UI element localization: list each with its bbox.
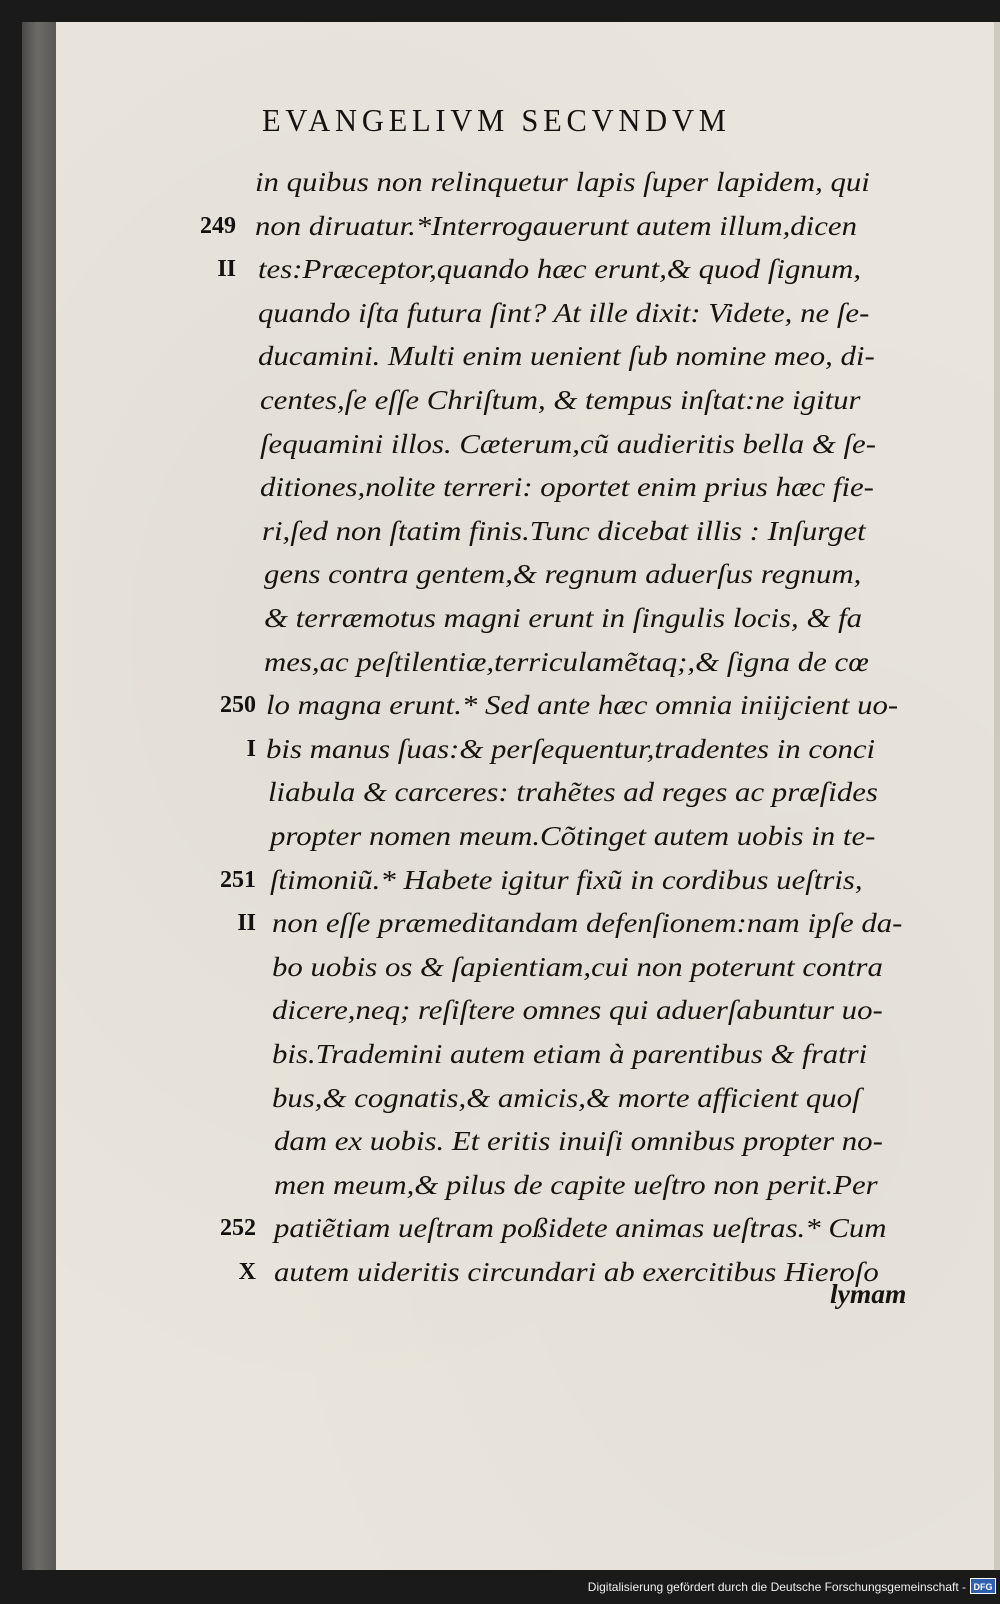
line-text: non diruatur.*Interrogauerunt autem illum,dicen xyxy=(255,209,857,241)
text-line xyxy=(0,727,1000,771)
line-text: liabula & carceres: trahẽtes ad reges ac præſides xyxy=(268,776,878,808)
line-text: bo uobis os & ſapientiam,cui non poterunt contra xyxy=(272,950,883,982)
line-text: patiẽtiam ueſtram poßidete animas ueſtras.* Cum xyxy=(274,1212,887,1244)
text-line xyxy=(0,770,1000,814)
text-line xyxy=(0,814,1000,858)
text-line xyxy=(0,422,1000,466)
margin-number: II xyxy=(217,256,236,283)
line-text: & terræmotus magni erunt in ſingulis locis, & fa xyxy=(264,602,863,633)
line-text: gens contra gentem,& regnum aduerſus regnum, xyxy=(264,558,862,590)
margin-number: 252 xyxy=(220,1215,256,1242)
text-line xyxy=(0,901,1000,945)
margin-number: 251 xyxy=(220,866,256,893)
line-text: centes,ſe eſſe Chriſtum, & tempus inſtat:ne igitur xyxy=(260,384,861,415)
text-line xyxy=(0,683,1000,727)
text-line xyxy=(0,291,1000,335)
line-text: ducamini. Multi enim uenient ſub nomine meo, di- xyxy=(258,340,875,372)
line-text: dam ex uobis. Et eritis inuiſi omnibus propter no- xyxy=(274,1125,883,1157)
text-line xyxy=(0,204,1000,248)
line-text: dicere,neq; reſiſtere omnes qui aduerſabuntur uo- xyxy=(272,994,883,1026)
text-line xyxy=(0,640,1000,684)
line-text: mes,ac peſtilentiæ,terriculamẽtaq;,& ſigna de cœ xyxy=(264,645,869,677)
line-text: ſequamini illos. Cæterum,cũ audieritis bella & ſe- xyxy=(260,427,876,459)
text-line xyxy=(0,1206,1000,1250)
text-line xyxy=(0,596,1000,640)
footer-credit: Digitalisierung gefördert durch die Deutsche Forschungsgemeinschaft - xyxy=(587,1580,966,1594)
line-text: in quibus non relinquetur lapis ſuper lapidem, qui xyxy=(255,166,870,197)
line-text: non eſſe præmeditandam defenſionem:nam ipſe da- xyxy=(272,907,903,939)
text-line xyxy=(0,988,1000,1032)
margin-number: 250 xyxy=(220,692,256,719)
text-line xyxy=(0,858,1000,902)
line-text: tes:Præceptor,quando hæc erunt,& quod ſignum, xyxy=(258,253,862,285)
text-line xyxy=(0,1076,1000,1120)
line-text: lo magna erunt.* Sed ante hæc omnia iniijcient uo- xyxy=(266,689,899,721)
margin-number: X xyxy=(238,1259,256,1285)
text-line xyxy=(0,1119,1000,1163)
line-text: quando iſta futura ſint? At ille dixit: Videte, ne ſe- xyxy=(258,296,870,328)
line-text: men meum,& pilus de capite ueſtro non perit.Per xyxy=(274,1168,878,1200)
text-line xyxy=(0,247,1000,291)
catchword: lymam xyxy=(830,1278,907,1309)
line-text: propter nomen meum.Cõtinget autem uobis in te- xyxy=(270,820,876,851)
margin-number: II xyxy=(237,910,256,937)
text-line xyxy=(0,465,1000,509)
text-line xyxy=(0,552,1000,596)
line-text: ri,ſed non ſtatim finis.Tunc dicebat illis : Inſurget xyxy=(262,514,866,546)
dfg-logo-icon: DFG xyxy=(970,1578,996,1594)
text-line xyxy=(0,509,1000,553)
line-text: autem uideritis circundari ab exercitibus Hieroſo xyxy=(274,1256,879,1287)
running-header: EVANGELIVM SECVNDVM xyxy=(262,102,731,138)
text-line xyxy=(0,945,1000,989)
text-line xyxy=(0,1163,1000,1207)
text-line xyxy=(0,1032,1000,1076)
text-line xyxy=(0,160,1000,204)
margin-number: I xyxy=(246,735,256,762)
line-text: bis manus ſuas:& perſequentur,tradentes in conci xyxy=(266,732,876,764)
line-text: ditiones,nolite terreri: oportet enim prius hæc fie- xyxy=(260,471,874,503)
line-text: bus,& cognatis,& amicis,& morte afficient quoſ xyxy=(272,1081,861,1113)
text-line xyxy=(0,334,1000,378)
text-line xyxy=(0,378,1000,422)
margin-number: 249 xyxy=(200,212,236,239)
line-text: ſtimoniũ.* Habete igitur fixũ in cordibus ueſtris, xyxy=(270,863,863,895)
line-text: bis.Trademini autem etiam à parentibus & fratri xyxy=(272,1038,868,1069)
